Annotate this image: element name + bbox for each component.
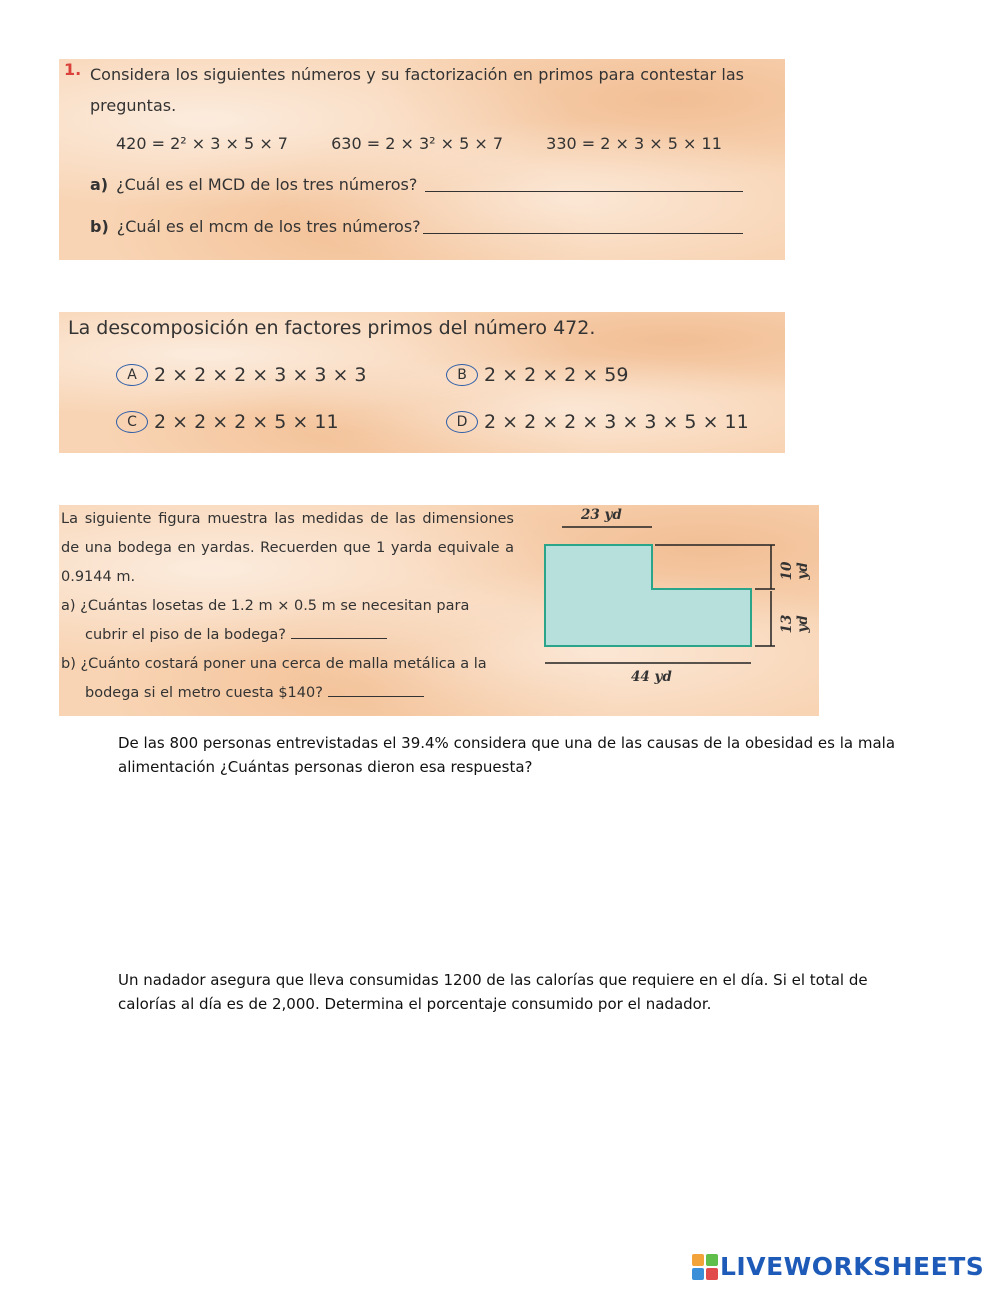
warehouse-floor-shape (545, 545, 751, 646)
exercise-number: 1. (64, 60, 82, 79)
exercise-2-panel (59, 312, 785, 453)
option-b-text: 2 × 2 × 2 × 59 (484, 364, 629, 386)
exercise-3-text (61, 505, 514, 708)
factorization-630: 630 = 2 × 3² × 5 × 7 (331, 134, 504, 153)
question-b-label: b) (90, 217, 109, 236)
factorization-330: 330 = 2 × 3 × 5 × 11 (546, 134, 722, 153)
warehouse-figure (539, 505, 819, 716)
right-upper-dimension-label: 10 yd (779, 561, 811, 581)
option-c-letter: C (116, 411, 148, 433)
question-a-text: a) ¿Cuántas losetas de 1.2 m × 0.5 m se necesitan para cubrir el piso de la bodega? (61, 598, 470, 643)
option-c[interactable] (116, 411, 339, 433)
problem-5-text: Un nadador asegura que lleva consumidas 1200 de las calorías que requiere en el día. Si el total de calorías al día es de 2,000. Determina el porcentaje consumido por el nadador. (118, 971, 868, 1013)
bottom-dimension-label: 44 yd (631, 669, 672, 685)
question-b-text: ¿Cuál es el mcm de los tres números? (116, 217, 421, 236)
question-b (90, 217, 421, 236)
question-b-blank[interactable] (328, 684, 424, 697)
answer-b-blank[interactable] (423, 233, 743, 234)
problem-4-text: De las 800 personas entrevistadas el 39.4% considera que una de las causas de la obesidad es la mala alimentación ¿Cuántas personas dieron esa respuesta? (118, 734, 896, 776)
top-dimension-label: 23 yd (581, 507, 622, 523)
exercise-1-panel (59, 59, 785, 260)
question-b-text: b) ¿Cuánto costará poner una cerca de malla metálica a la bodega si el metro cuesta $140? (61, 656, 487, 701)
logo-text: LIVEWORKSHEETS (720, 1252, 985, 1281)
option-b-letter: B (446, 364, 478, 386)
question-a-label: a) (90, 175, 109, 194)
option-d-letter: D (446, 411, 478, 433)
right-lower-dimension-label: 13 yd (779, 614, 811, 634)
exercise-2-title: La descomposición en factores primos del número 472. (68, 317, 596, 339)
exercise-3-panel (59, 505, 819, 716)
liveworksheets-logo[interactable] (692, 1252, 984, 1281)
option-d[interactable] (446, 411, 749, 433)
exercise-1-prompt: Considera los siguientes números y su factorización en primos para contestar las preguntas. (90, 65, 744, 115)
option-c-text: 2 × 2 × 2 × 5 × 11 (154, 411, 339, 433)
factorizations (116, 134, 760, 153)
question-a (90, 175, 417, 194)
exercise-3-question-b (61, 650, 514, 708)
option-d-text: 2 × 2 × 2 × 3 × 3 × 5 × 11 (484, 411, 749, 433)
option-a-letter: A (116, 364, 148, 386)
option-a-text: 2 × 2 × 2 × 3 × 3 × 3 (154, 364, 367, 386)
exercise-3-intro: La siguiente figura muestra las medidas de las dimensiones de una bodega en yardas. Recuerden que 1 yarda equivale a 0.9144 m. (61, 511, 514, 585)
option-a[interactable] (116, 364, 367, 386)
answer-a-blank[interactable] (425, 191, 743, 192)
question-a-blank[interactable] (291, 626, 387, 639)
option-b[interactable] (446, 364, 628, 386)
question-a-text: ¿Cuál es el MCD de los tres números? (116, 175, 418, 194)
factorization-420: 420 = 2² × 3 × 5 × 7 (116, 134, 288, 153)
exercise-3-question-a (61, 592, 514, 650)
liveworksheets-icon (692, 1254, 718, 1280)
